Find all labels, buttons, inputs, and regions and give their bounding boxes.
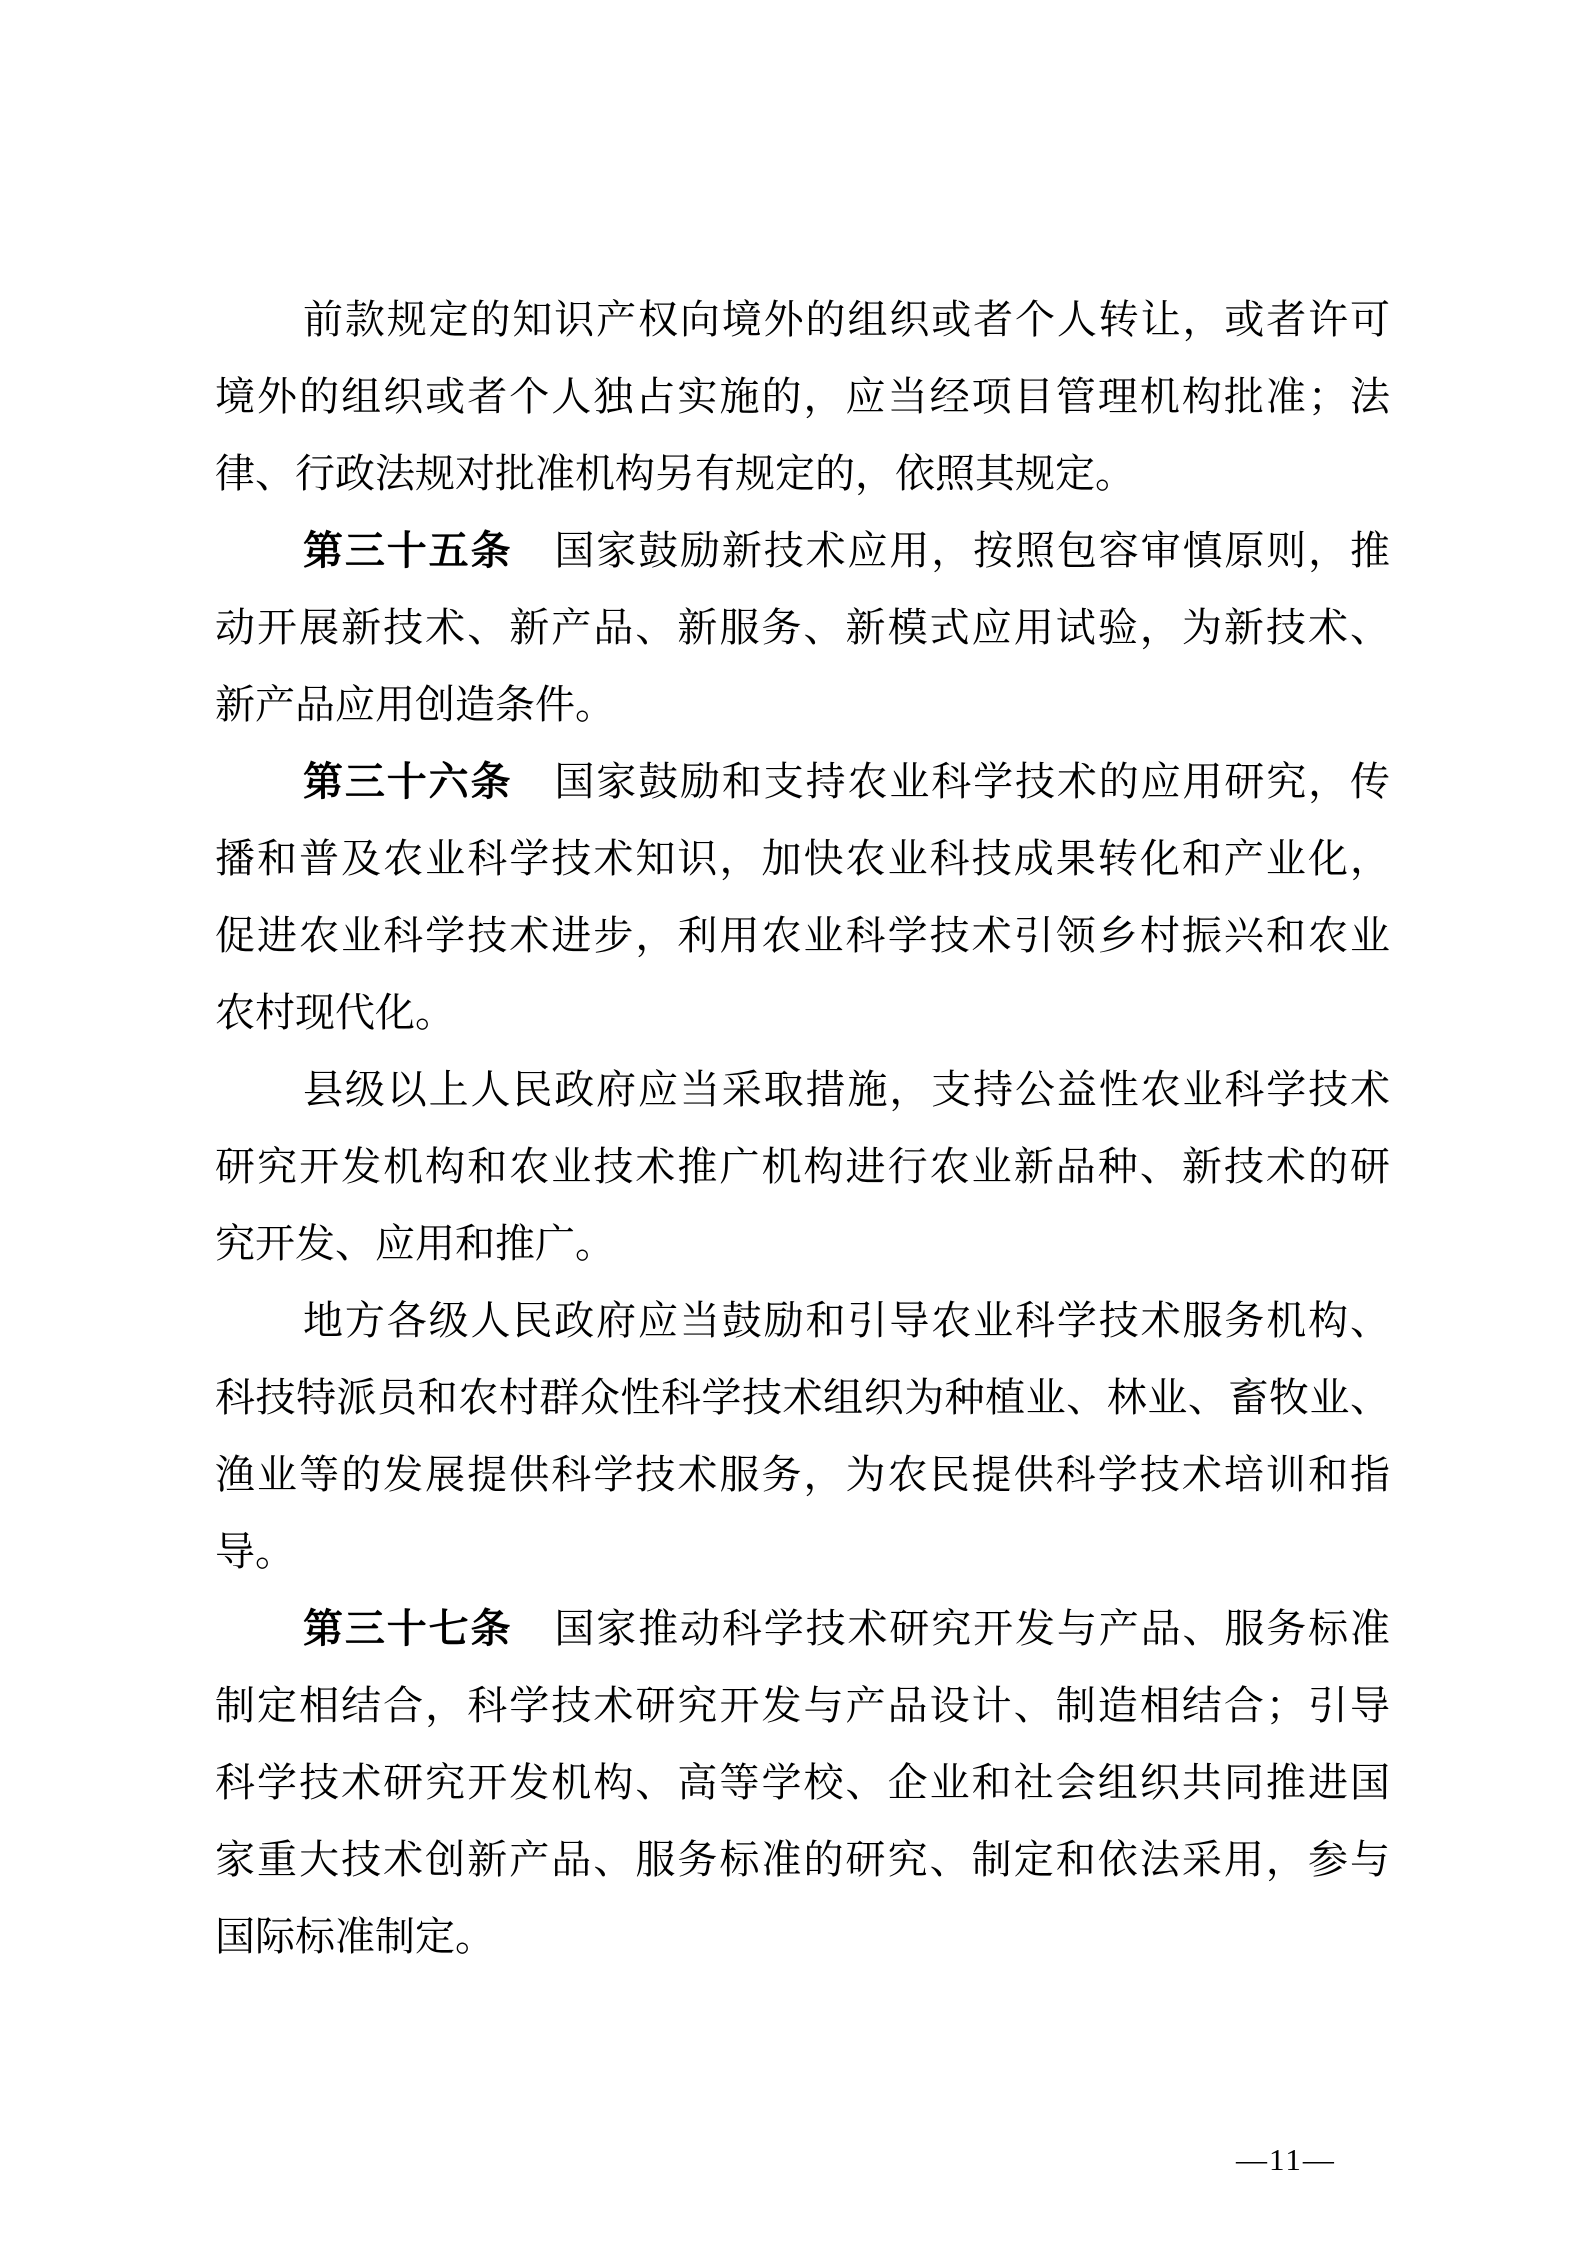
- text-line: 新产品应用创造条件。: [215, 682, 615, 727]
- text-line: 研究开发机构和农业技术推广机构进行农业新品种、新技术的研: [215, 1144, 1390, 1189]
- text-line: 境外的组织或者个人独占实施的，应当经项目管理机构批准；法: [215, 374, 1390, 419]
- text-line: 渔业等的发展提供科学技术服务，为农民提供科学技术培训和指: [215, 1452, 1390, 1497]
- text-line: 制定相结合，科学技术研究开发与产品设计、制造相结合；引导: [215, 1683, 1390, 1728]
- article-text: 国家鼓励和支持农业科学技术的应用研究，传: [554, 759, 1390, 804]
- text-line: 农村现代化。: [215, 990, 455, 1035]
- article-number: 第三十七条: [303, 1607, 513, 1651]
- article-text: 国家鼓励新技术应用，按照包容审慎原则，推: [554, 528, 1390, 573]
- text-line: 导。: [215, 1529, 295, 1574]
- text-line: 地方各级人民政府应当鼓励和引导农业科学技术服务机构、: [303, 1298, 1390, 1343]
- text-line: 究开发、应用和推广。: [215, 1221, 615, 1266]
- text-line: 促进农业科学技术进步，利用农业科学技术引领乡村振兴和农业: [215, 913, 1390, 958]
- article-number: 第三十六条: [303, 760, 513, 804]
- text-line: 科技特派员和农村群众性科学技术组织为种植业、林业、畜牧业、: [215, 1375, 1390, 1420]
- text-line: 国际标准制定。: [215, 1914, 495, 1959]
- text-line: 播和普及农业科学技术知识，加快农业科技成果转化和产业化，: [215, 836, 1390, 881]
- document-body: [215, 281, 1390, 1975]
- text-line: 县级以上人民政府应当采取措施，支持公益性农业科学技术: [303, 1067, 1390, 1112]
- text-line: 律、行政法规对批准机构另有规定的，依照其规定。: [215, 451, 1135, 496]
- page-number: —11—: [1236, 2142, 1336, 2177]
- article-line: [215, 743, 1390, 820]
- article-line: [215, 1590, 1390, 1667]
- article-line: [215, 512, 1390, 589]
- text-line: 动开展新技术、新产品、新服务、新模式应用试验，为新技术、: [215, 605, 1390, 650]
- text-line: 前款规定的知识产权向境外的组织或者个人转让，或者许可: [303, 297, 1390, 342]
- article-text: 国家推动科学技术研究开发与产品、服务标准: [554, 1606, 1390, 1651]
- article-number: 第三十五条: [303, 529, 513, 573]
- text-line: 科学技术研究开发机构、高等学校、企业和社会组织共同推进国: [215, 1760, 1390, 1805]
- text-line: 家重大技术创新产品、服务标准的研究、制定和依法采用，参与: [215, 1837, 1390, 1882]
